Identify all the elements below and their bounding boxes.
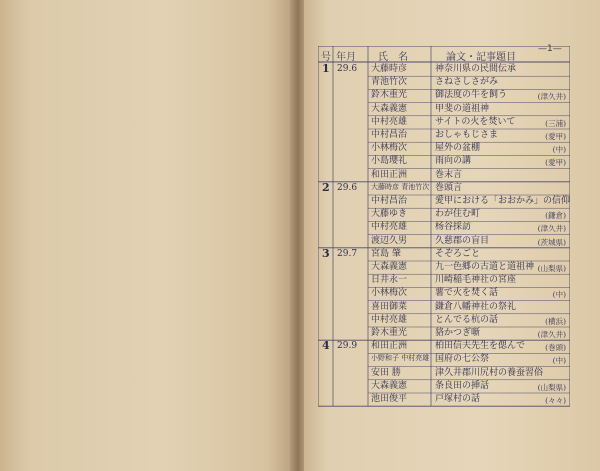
page-number: —1— bbox=[538, 44, 562, 54]
row-author-name: 渡辺久男 bbox=[371, 235, 408, 246]
row-article-title: 貉かつぎ噺 bbox=[435, 328, 481, 338]
row-author-name: 中村亮雄 bbox=[371, 314, 408, 325]
row-author-name: 大藤時彦 青池竹次 bbox=[371, 182, 430, 191]
row-article-title: 戸塚村の話 bbox=[435, 394, 481, 404]
row-author-name: 中村亮雄 bbox=[371, 222, 408, 233]
row-region-note: (横浜) bbox=[545, 316, 566, 326]
row-author-name: 池田俊平 bbox=[371, 394, 408, 404]
row-author-name: 青池竹次 bbox=[371, 77, 408, 88]
header-date: 年月 bbox=[336, 52, 356, 63]
row-region-note: (愛甲) bbox=[545, 158, 566, 168]
row-author-name: 小島瓔礼 bbox=[371, 156, 408, 167]
row-article-title: 屋外の盆棚 bbox=[435, 143, 481, 154]
row-article-title: 条良田の挿話 bbox=[435, 380, 490, 391]
row-region-note: (津久井) bbox=[537, 330, 566, 339]
row-author-name: 中村亮雄 bbox=[371, 116, 408, 127]
row-article-title: 巻頭言 bbox=[435, 182, 463, 193]
row-article-title: 愛甲における「おおかみ」の信仰 bbox=[435, 196, 571, 206]
header-title: 論文・記事題目 bbox=[446, 52, 516, 63]
row-author-name: 日井永一 bbox=[371, 275, 408, 286]
header-no: 号 bbox=[321, 52, 331, 63]
row-article-title: そぞろごと bbox=[435, 248, 481, 259]
row-region-note: (愛甲) bbox=[545, 132, 566, 141]
row-article-title: サイトの火を焚いて bbox=[435, 116, 516, 127]
row-article-title: 神奈川県の民間伝承 bbox=[435, 64, 517, 74]
row-author-name: 中村昌治 bbox=[371, 196, 408, 206]
row-article-title: 杨谷採訪 bbox=[435, 222, 472, 233]
row-article-title: 川崎稲毛神社の宮座 bbox=[435, 275, 517, 286]
row-region-note: (津久井) bbox=[537, 224, 566, 234]
row-region-note: (三浦) bbox=[545, 118, 566, 128]
row-author-name: 小林梅次 bbox=[371, 143, 408, 154]
row-author-name: 中村昌治 bbox=[371, 130, 408, 140]
row-article-title: 雨向の講 bbox=[435, 156, 472, 167]
row-author-name: 大森義憲 bbox=[371, 380, 408, 391]
row-article-title: 国府の七公祭 bbox=[435, 354, 490, 365]
row-author-name: 宮島 肇 bbox=[371, 248, 401, 259]
row-author-name: 和田正洲 bbox=[371, 341, 408, 352]
row-article-title: 九一色郷の古道と道祖神 bbox=[435, 262, 535, 272]
row-article-title: 甲斐の道祖神 bbox=[435, 103, 490, 114]
issue-number: 1 bbox=[322, 62, 330, 75]
row-region-note: (山梨県) bbox=[537, 382, 566, 392]
row-region-note: (山梨県) bbox=[537, 264, 566, 273]
row-author-name: 小林梅次 bbox=[371, 288, 408, 299]
row-article-title: わが住む町 bbox=[435, 209, 481, 220]
issue-number: 4 bbox=[322, 339, 330, 353]
row-author-name: 大森義憲 bbox=[371, 103, 408, 114]
row-author-name: 鈴木重光 bbox=[371, 328, 408, 338]
row-author-name: 鈴木重光 bbox=[371, 90, 408, 101]
row-author-name: 和田正洲 bbox=[371, 169, 408, 180]
row-article-title: 薯で火を焚く話 bbox=[435, 288, 499, 299]
row-author-name: 大森義憲 bbox=[371, 262, 408, 272]
issue-date: 29.6 bbox=[337, 182, 358, 193]
left-page-blank bbox=[0, 0, 296, 471]
header-name: 氏 名 bbox=[378, 52, 408, 63]
row-region-note: (巻頭) bbox=[545, 343, 566, 353]
row-article-title: とんでる杭の話 bbox=[435, 314, 499, 325]
row-region-note: (津久井) bbox=[537, 92, 566, 102]
row-region-note: (中) bbox=[552, 145, 566, 155]
row-article-title: 久慈郡の盲目 bbox=[435, 235, 490, 246]
row-article-title: おしゃもじさま bbox=[435, 130, 499, 140]
row-article-title: 御法度の牛を飼う bbox=[435, 90, 508, 101]
row-region-note: (中) bbox=[552, 356, 566, 366]
row-author-name: 安田 勝 bbox=[371, 367, 401, 378]
row-article-title: 鎌倉八幡神社の祭礼 bbox=[435, 301, 517, 312]
row-author-name: 小野和子 中村亮雄 bbox=[371, 354, 430, 363]
row-author-name: 大藤ゆき bbox=[371, 209, 408, 220]
row-article-title: 津久井郡川尻村の養蚕習俗 bbox=[435, 367, 544, 378]
row-region-note: (々々) bbox=[545, 396, 566, 405]
row-author-name: 喜田御菜 bbox=[371, 301, 408, 312]
row-article-title: 柏田信夫先生を偲んで bbox=[435, 341, 526, 352]
issue-date: 29.6 bbox=[337, 64, 358, 74]
issue-number: 3 bbox=[322, 246, 330, 260]
issue-date: 29.7 bbox=[337, 248, 358, 259]
row-region-note: (茨城県) bbox=[537, 237, 566, 247]
row-article-title: さねさしさがみ bbox=[435, 77, 499, 88]
article-index-table bbox=[318, 46, 570, 414]
row-region-note: (中) bbox=[552, 290, 566, 300]
row-author-name: 大藤時彦 bbox=[371, 64, 408, 74]
row-region-note: (鎌倉) bbox=[545, 211, 566, 221]
issue-date: 29.9 bbox=[337, 341, 358, 352]
issue-number: 2 bbox=[322, 180, 330, 194]
row-article-title: 巻末言 bbox=[435, 169, 463, 180]
